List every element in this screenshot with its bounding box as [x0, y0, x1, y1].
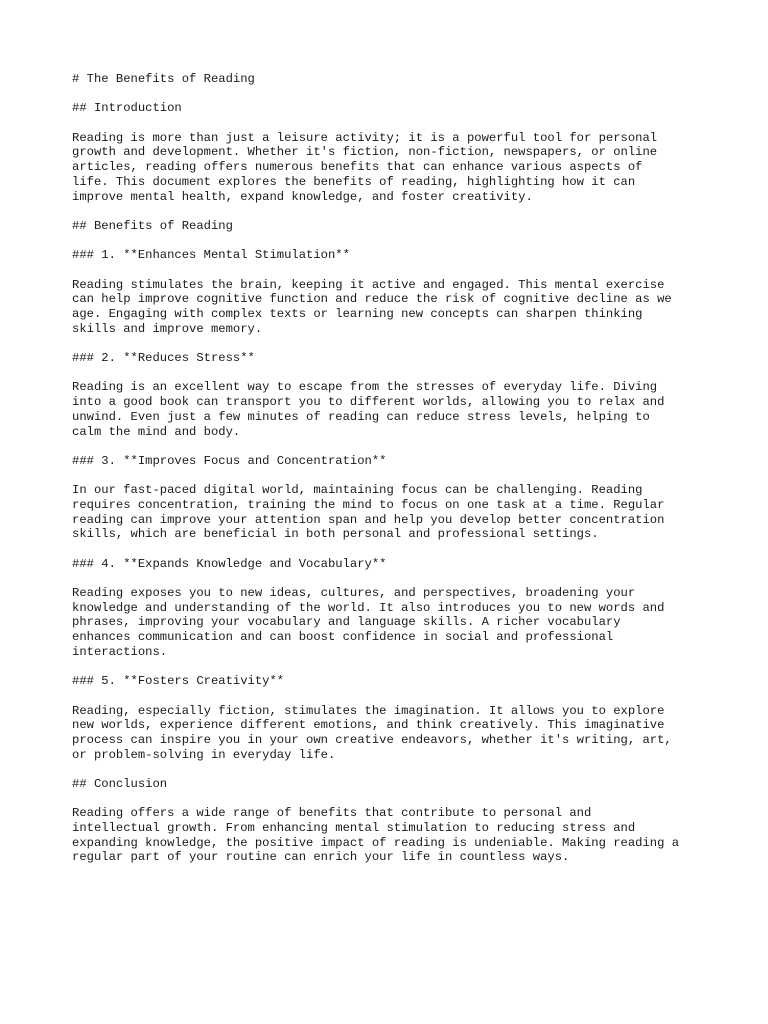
paragraph-line: knowledge and understanding of the world. It also introduces you to new words and	[72, 600, 665, 615]
intro-paragraph	[72, 131, 712, 204]
paragraph-line: age. Engaging with complex texts or learning new concepts can sharpen thinking	[72, 307, 643, 321]
section-heading-line: ### 5. **Fosters Creativity**	[72, 674, 285, 689]
conclusion-heading-line: ## Conclusion	[72, 777, 168, 791]
section-heading	[72, 674, 712, 689]
paragraph-line: growth and development. Whether it's fiction, non-fiction, newspapers, or online	[72, 145, 658, 160]
paragraph-line: life. This document explores the benefits of reading, highlighting how it can	[72, 174, 636, 189]
paragraph-line: new worlds, experience different emotions, and think creatively. This imaginative	[72, 718, 665, 733]
paragraph-line: requires concentration, training the mind to focus on one task at a time. Regular	[72, 497, 665, 512]
paragraph-line: into a good book can transport you to different worlds, allowing you to relax and	[72, 395, 665, 410]
paragraph-line: intellectual growth. From enhancing mental stimulation to reducing stress and	[72, 821, 636, 836]
paragraph-line: Reading stimulates the brain, keeping it active and engaged. This mental exercise	[72, 277, 665, 292]
paragraph-line: calm the mind and body.	[72, 424, 241, 439]
paragraph-line: phrases, improving your vocabulary and language skills. A richer vocabulary	[72, 615, 621, 630]
intro-heading	[72, 101, 712, 116]
paragraph-line: Reading is an excellent way to escape from the stresses of everyday life. Diving	[72, 380, 658, 395]
paragraph-line: articles, reading offers numerous benefits that can enhance various aspects of	[72, 160, 643, 175]
section-heading-line: ### 2. **Reduces Stress**	[72, 351, 255, 366]
paragraph-line: process can inspire you in your own creative endeavors, whether it's writing, art,	[72, 732, 672, 747]
paragraph-line: Reading, especially fiction, stimulates the imagination. It allows you to explore	[72, 703, 665, 718]
benefits-heading-line: ## Benefits of Reading	[72, 218, 233, 233]
section-heading	[72, 248, 712, 263]
section-paragraph	[72, 278, 712, 337]
section-heading-line: ### 4. **Expands Knowledge and Vocabulary**	[72, 556, 387, 571]
intro-heading-line: ## Introduction	[72, 101, 182, 116]
paragraph-line: enhances communication and can boost confidence in social and professional	[72, 630, 614, 645]
section-paragraph	[72, 483, 712, 542]
paragraph-line: In our fast-paced digital world, maintaining focus can be challenging. Reading	[72, 483, 643, 498]
paragraph-line: interactions.	[72, 644, 168, 659]
section-heading-line: ### 3. **Improves Focus and Concentration**	[72, 453, 387, 468]
paragraph-line: Reading offers a wide range of benefits that contribute to personal and	[72, 806, 592, 821]
document-title	[72, 72, 712, 87]
title-line: # The Benefits of Reading	[72, 72, 255, 86]
paragraph-line: Reading is more than just a leisure activity; it is a powerful tool for personal	[72, 130, 658, 145]
conclusion-heading	[72, 777, 712, 792]
section-paragraph	[72, 586, 712, 659]
paragraph-line: or problem-solving in everyday life.	[72, 747, 336, 762]
section-paragraph	[72, 704, 712, 763]
section-paragraph	[72, 380, 712, 439]
benefits-heading	[72, 219, 712, 234]
section-heading	[72, 557, 712, 572]
paragraph-line: improve mental health, expand knowledge, and foster creativity.	[72, 189, 533, 204]
paragraph-line: can help improve cognitive function and reduce the risk of cognitive decline as we	[72, 292, 672, 307]
document-page	[72, 72, 712, 880]
paragraph-line: skills, which are beneficial in both personal and professional settings.	[72, 527, 599, 542]
paragraph-line: regular part of your routine can enrich your life in countless ways.	[72, 850, 570, 865]
paragraph-line: expanding knowledge, the positive impact of reading is undeniable. Making reading a	[72, 835, 680, 850]
conclusion-paragraph	[72, 806, 712, 865]
paragraph-line: skills and improve memory.	[72, 321, 263, 336]
section-heading-line: ### 1. **Enhances Mental Stimulation**	[72, 248, 350, 263]
paragraph-line: reading can improve your attention span and help you develop better concentration	[72, 512, 665, 527]
paragraph-line: Reading exposes you to new ideas, cultures, and perspectives, broadening your	[72, 586, 636, 601]
section-heading	[72, 351, 712, 366]
section-heading	[72, 454, 712, 469]
paragraph-line: unwind. Even just a few minutes of reading can reduce stress levels, helping to	[72, 409, 650, 424]
